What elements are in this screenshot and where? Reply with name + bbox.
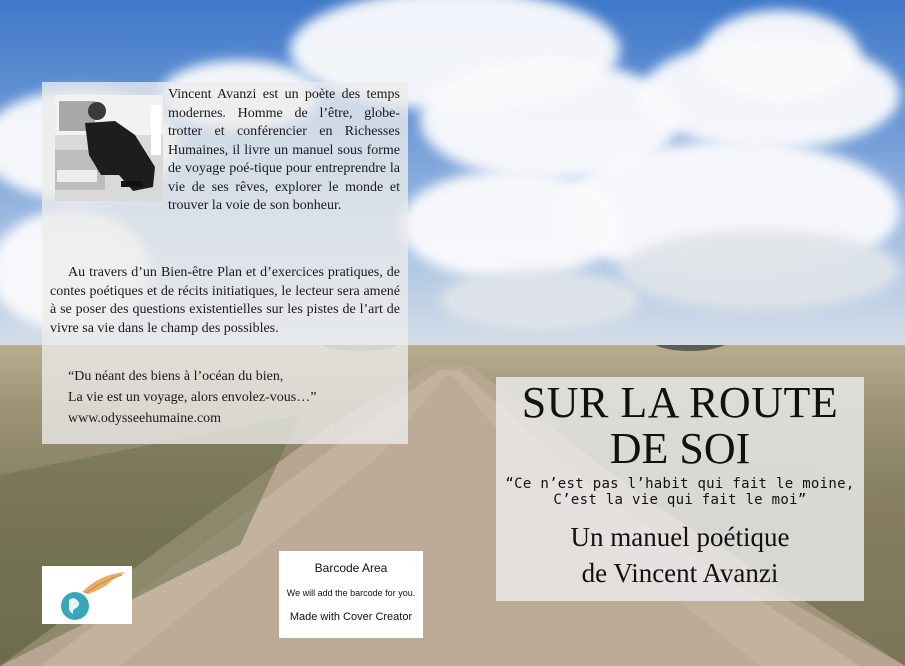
website-link: www.odysseehumaine.com <box>68 411 222 426</box>
tagline <box>496 476 864 508</box>
tagline-line-1: “Ce n’est pas l’habit qui fait le moine, <box>505 476 855 492</box>
book-subtitle <box>496 519 864 591</box>
barcode-note: We will add the barcode for you. <box>286 588 416 598</box>
front-cover-title-panel <box>496 377 864 601</box>
quote-line-1: “Du néant des biens à l’océan du bien, <box>68 369 284 384</box>
publisher-logo <box>42 566 132 624</box>
barcode-credit: Made with Cover Creator <box>289 611 413 623</box>
book-description: Au travers d’un Bien-être Plan et d’exercices pratiques, de contes poétiques et de récits initiatiques, le lecteur sera amené à se poser des questions existentielles sur les pistes de l’art de vivre sa vie dans le champ des possibles. <box>50 265 400 336</box>
quote-line-2: La vie est un voyage, alors envolez-vous…” <box>68 390 317 405</box>
book-title-line-1: SUR LA ROUTE <box>521 378 839 427</box>
barcode-area <box>279 551 423 638</box>
subtitle-line-2: de Vincent Avanzi <box>581 558 779 588</box>
subtitle-line-1: Un manuel poétique <box>570 522 790 552</box>
author-bio: Vincent Avanzi est un poète des temps modernes. Homme de l’être, globe-trotter et conférencier en Richesses Humaines, il livre un manuel sous forme de voyage poé-tique pour entreprendre la vie de ses rêves, explorer le monde et trouver la voie de son bonheur. <box>168 87 400 213</box>
barcode-title: Barcode Area <box>314 561 388 575</box>
author-quote <box>68 366 316 429</box>
tagline-line-2: C’est la vie qui fait le moi” <box>553 492 807 508</box>
book-title-line-2: DE SOI <box>609 424 751 473</box>
quill-globe-logo-icon <box>42 566 132 624</box>
